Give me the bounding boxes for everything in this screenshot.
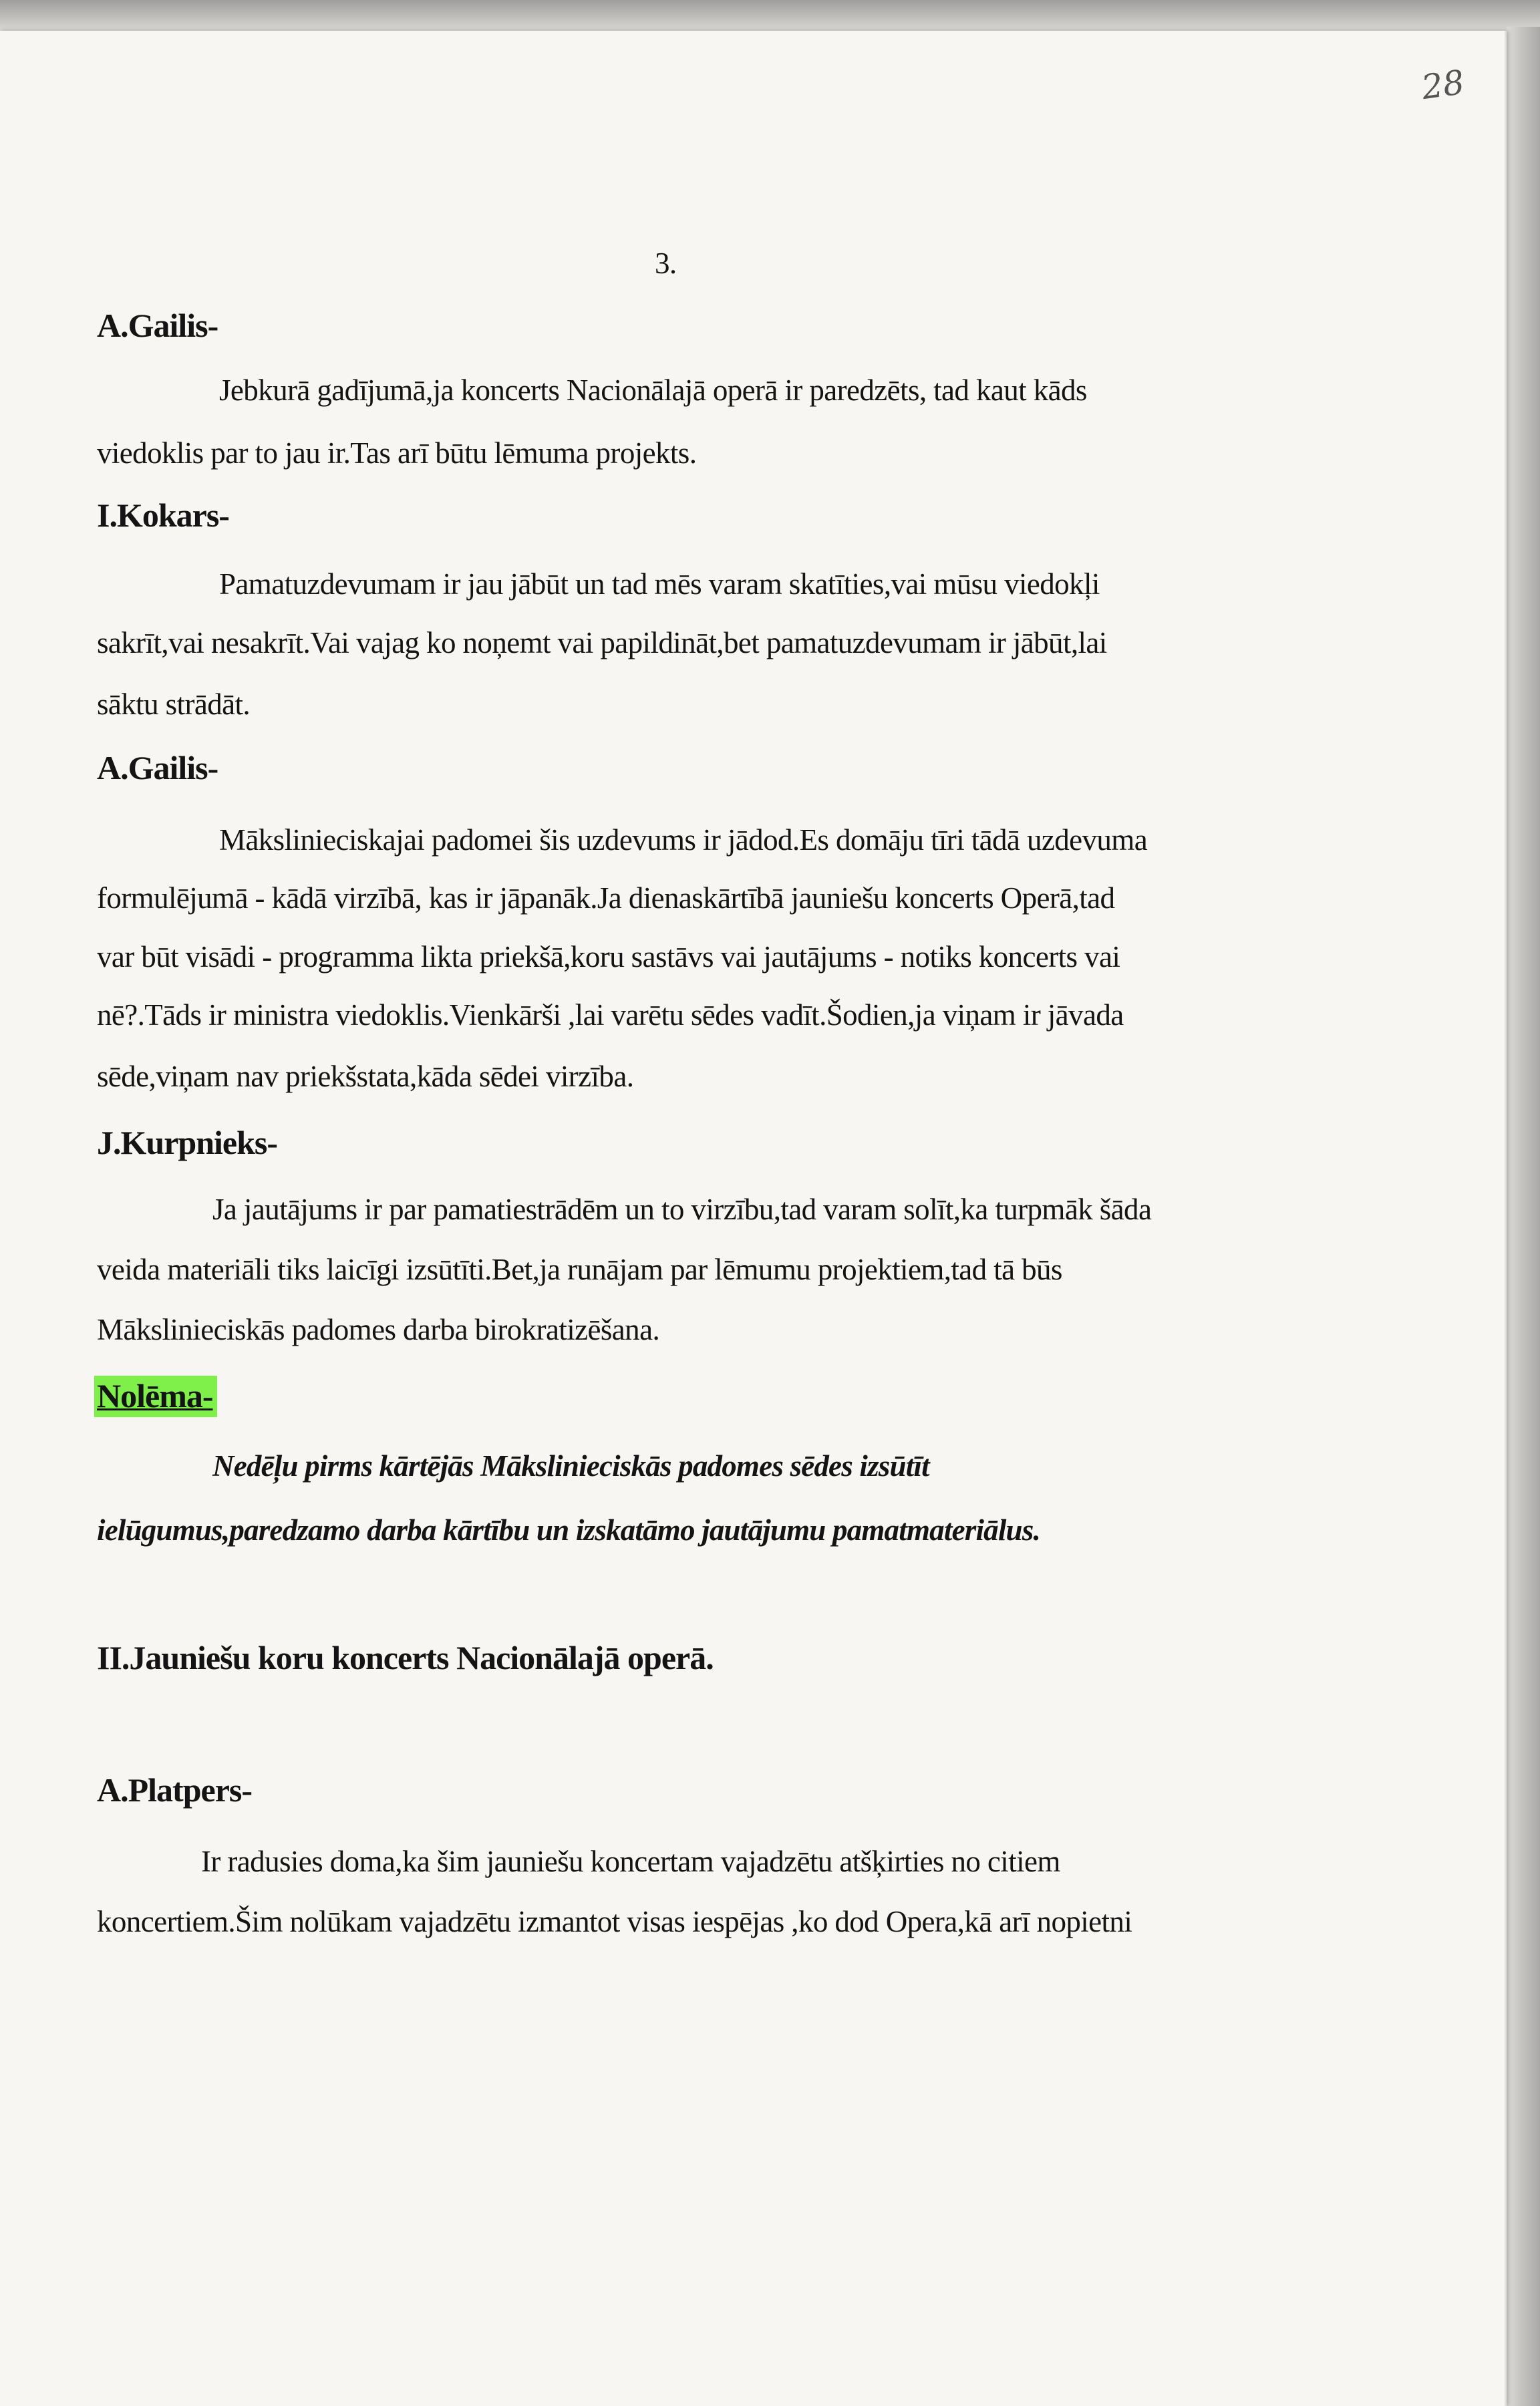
paragraph-line: formulējumā - kādā virzībā, kas ir jāpanāk.Ja dienaskārtībā jauniešu koncerts Operā,tad (97, 881, 1115, 915)
paragraph-line: nē?.Tāds ir ministra viedoklis.Vienkārši ,lai varētu sēdes vadīt.Šodien,ja viņam ir jāvada (97, 998, 1124, 1032)
typed-page-number: 3. (655, 247, 677, 280)
handwritten-page-number: 28 (1419, 62, 1467, 108)
speaker-name: A.Platpers- (97, 1771, 252, 1809)
speaker-name: A.Gailis- (97, 749, 218, 786)
paragraph-line: Pamatuzdevumam ir jau jābūt un tad mēs varam skatīties,vai mūsu viedokļi (219, 567, 1100, 601)
speaker-name: I.Kokars- (97, 496, 229, 534)
scanner-right-edge (1507, 27, 1540, 2406)
agenda-item-heading: II.Jauniešu koru koncerts Nacionālajā operā. (97, 1639, 714, 1676)
paragraph-line: Mākslinieciskajai padomei šis uzdevums ir jādod.Es domāju tīri tādā uzdevuma (219, 823, 1148, 857)
paragraph-line: Mākslinieciskās padomes darba birokratizēšana. (97, 1313, 660, 1346)
paragraph-line: sāktu strādāt. (97, 688, 251, 721)
paragraph-line: Ir radusies doma,ka šim jauniešu koncertam vajadzētu atšķirties no citiem (201, 1845, 1060, 1878)
paragraph-line: Ja jautājums ir par pamatiestrādēm un to virzību,tad varam solīt,ka turpmāk šāda (212, 1193, 1152, 1226)
decision-text-line: Nedēļu pirms kārtējās Mākslinieciskās padomes sēdes izsūtīt (212, 1449, 929, 1483)
paragraph-line: sēde,viņam nav priekšstata,kāda sēdei virzība. (97, 1060, 634, 1093)
paragraph-line: viedoklis par to jau ir.Tas arī būtu lēmuma projekts. (97, 436, 697, 470)
scanner-top-edge (0, 0, 1540, 31)
paragraph-line: var būt visādi - programma likta priekšā,koru sastāvs vai jautājums - notiks koncerts vai (97, 940, 1120, 973)
speaker-name: J.Kurpnieks- (97, 1124, 278, 1161)
paragraph-line: veida materiāli tiks laicīgi izsūtīti.Bet,ja runājam par lēmumu projektiem,tad tā būs (97, 1253, 1062, 1286)
decision-label-highlighted: Nolēma- (94, 1376, 217, 1417)
paragraph-line: koncertiem.Šim nolūkam vajadzētu izmantot visas iespējas ,ko dod Opera,kā arī nopietni (97, 1905, 1132, 1938)
paragraph-line: Jebkurā gadījumā,ja koncerts Nacionālajā operā ir paredzēts, tad kaut kāds (219, 373, 1087, 407)
paragraph-line: sakrīt,vai nesakrīt.Vai vajag ko noņemt vai papildināt,bet pamatuzdevumam ir jābūt,lai (97, 626, 1107, 659)
decision-text-line: ielūgumus,paredzamo darba kārtību un izskatāmo jautājumu pamatmateriālus. (97, 1513, 1040, 1547)
speaker-name: A.Gailis- (97, 307, 218, 344)
